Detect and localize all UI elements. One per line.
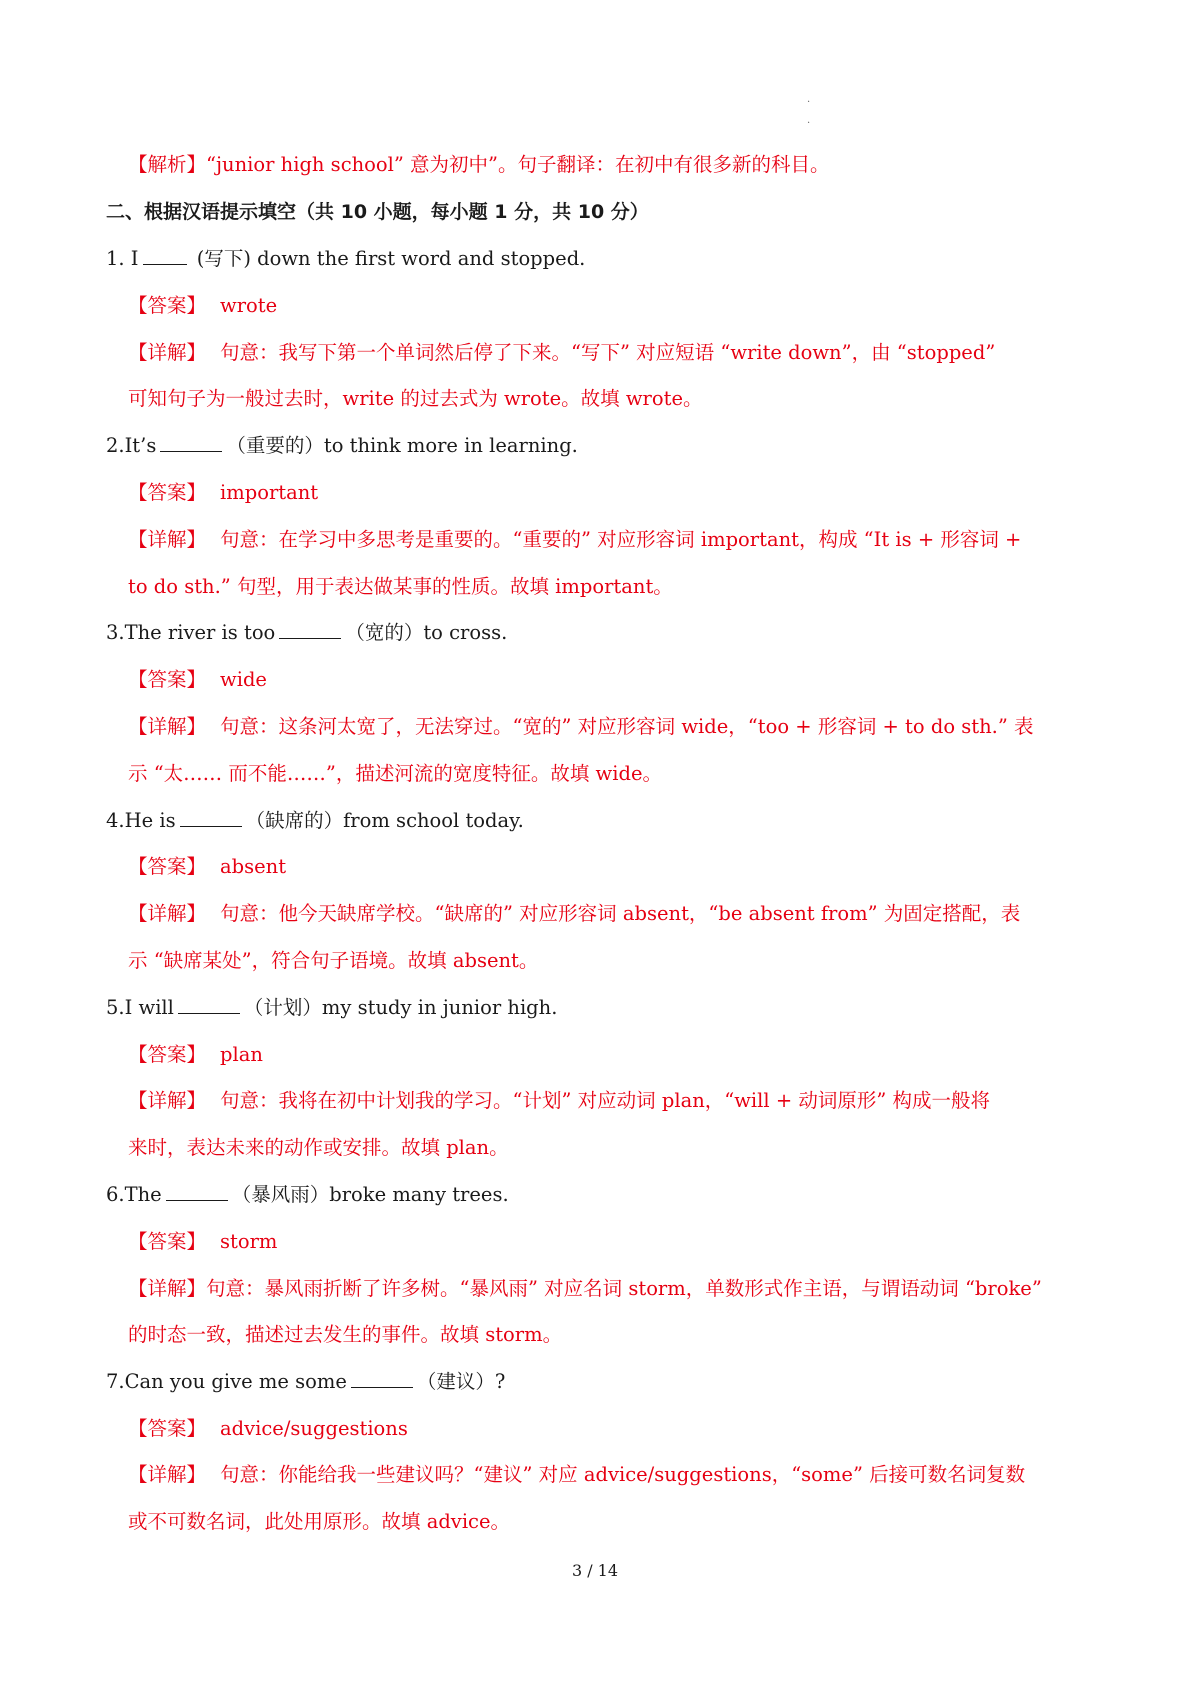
answer-value: important	[220, 481, 319, 504]
detail-line	[128, 714, 1034, 740]
answer-value: plan	[220, 1043, 263, 1066]
detail-tag: 【详解】	[128, 528, 207, 551]
answer-line	[128, 293, 277, 319]
question-suffix: （暴风雨）broke many trees.	[231, 1183, 509, 1206]
answer-tag: 【答案】	[128, 1417, 207, 1440]
question-suffix: （建议）?	[416, 1370, 506, 1393]
detail-line	[128, 901, 1020, 927]
question-line	[106, 808, 524, 834]
answer-line	[128, 480, 318, 506]
detail-text: 句意：你能给我一些建议吗？“建议” 对应 advice/suggestions，“some” 后接可数名词复数	[220, 1463, 1026, 1486]
question-suffix: (写下) down the first word and stopped.	[190, 247, 586, 270]
detail-tag: 【详解】	[128, 1463, 207, 1486]
answer-blank	[180, 808, 242, 827]
detail-line	[128, 1462, 1025, 1488]
question-line	[106, 246, 585, 272]
question-line	[106, 433, 578, 459]
question-line	[106, 620, 507, 646]
answer-line	[128, 1416, 408, 1442]
question-line	[106, 1182, 509, 1208]
detail-line	[128, 1088, 990, 1114]
detail-continuation: 示 “太…… 而不能……”，描述河流的宽度特征。故填 wide。	[128, 762, 662, 785]
detail-text: 句意：我写下第一个单词然后停了下来。“写下” 对应短语 “write down”，由 “stopped”	[220, 341, 996, 364]
answer-tag: 【答案】	[128, 294, 207, 317]
detail-tag: 【详解】	[128, 902, 207, 925]
question-prefix: 5.I will	[106, 996, 174, 1019]
answer-tag: 【答案】	[128, 1230, 207, 1253]
answer-line	[128, 1042, 263, 1068]
detail-continuation: 的时态一致，描述过去发生的事件。故填 storm。	[128, 1323, 563, 1346]
question-prefix: 4.He is	[106, 809, 176, 832]
section-title: 二、根据汉语提示填空（共 10 小题，每小题 1 分，共 10 分）	[106, 201, 649, 223]
answer-blank	[143, 246, 187, 265]
detail-text: 句意：这条河太宽了，无法穿过。“宽的” 对应形容词 wide，“too + 形容词 + to do sth.” 表	[220, 715, 1034, 738]
detail-text: 句意：他今天缺席学校。“缺席的” 对应形容词 absent，“be absent from” 为固定搭配，表	[220, 902, 1021, 925]
answer-line	[128, 854, 286, 880]
answer-blank	[160, 433, 222, 452]
answer-line	[128, 1229, 277, 1255]
detail-continuation: 来时，表达未来的动作或安排。故填 plan。	[128, 1136, 509, 1159]
answer-tag: 【答案】	[128, 855, 207, 878]
question-prefix: 1. I	[106, 247, 139, 270]
detail-line	[128, 1276, 1042, 1302]
detail-tag: 【详解】	[128, 1089, 207, 1112]
detail-text: 句意：我将在初中计划我的学习。“计划” 对应动词 plan，“will + 动词原形” 构成一般将	[220, 1089, 991, 1112]
page-number: 3 / 14	[571, 1561, 619, 1580]
question-prefix: 3.The river is too	[106, 621, 276, 644]
detail-text: 句意：暴风雨折断了许多树。“暴风雨” 对应名词 storm，单数形式作主语，与谓语动词 “broke”	[206, 1277, 1042, 1300]
detail-tag: 【详解】	[128, 341, 207, 364]
question-line	[106, 1369, 505, 1395]
detail-line	[128, 340, 995, 366]
answer-tag: 【答案】	[128, 481, 207, 504]
intro-analysis	[128, 152, 830, 178]
detail-continuation: 示 “缺席某处”，符合句子语境。故填 absent。	[128, 949, 539, 972]
detail-continuation: 可知句子为一般过去时，write 的过去式为 wrote。故填 wrote。	[128, 387, 703, 410]
answer-value: advice/suggestions	[220, 1417, 408, 1440]
question-line	[106, 995, 557, 1021]
question-suffix: （宽的）to cross.	[345, 621, 508, 644]
question-suffix: （缺席的）from school today.	[245, 809, 524, 832]
answer-value: wrote	[220, 294, 278, 317]
analysis-tag: 【解析】	[128, 153, 207, 176]
detail-continuation: 或不可数名词，此处用原形。故填 advice。	[128, 1510, 511, 1533]
answer-blank	[279, 620, 341, 639]
answer-value: wide	[220, 668, 267, 691]
detail-line	[128, 527, 1021, 553]
analysis-text: “junior high school” 意为初中”。句子翻译：在初中有很多新的科目。	[206, 153, 830, 176]
detail-continuation: to do sth.” 句型，用于表达做某事的性质。故填 important。	[128, 575, 673, 598]
question-prefix: 6.The	[106, 1183, 162, 1206]
answer-blank	[178, 995, 240, 1014]
question-suffix: （计划）my study in junior high.	[243, 996, 558, 1019]
detail-tag: 【详解】	[128, 715, 207, 738]
answer-tag: 【答案】	[128, 668, 207, 691]
header-mark: .	[807, 94, 811, 105]
detail-text: 句意：在学习中多思考是重要的。“重要的” 对应形容词 important，构成 “It is + 形容词 +	[220, 528, 1022, 551]
answer-value: storm	[220, 1230, 278, 1253]
answer-blank	[166, 1182, 228, 1201]
answer-blank	[351, 1369, 413, 1388]
question-suffix: （重要的）to think more in learning.	[226, 434, 578, 457]
detail-tag: 【详解】	[128, 1277, 207, 1300]
answer-line	[128, 667, 267, 693]
question-prefix: 7.Can you give me some	[106, 1370, 347, 1393]
header-mark: .	[807, 115, 811, 126]
answer-value: absent	[220, 855, 287, 878]
answer-tag: 【答案】	[128, 1043, 207, 1066]
question-prefix: 2.It’s	[106, 434, 157, 457]
